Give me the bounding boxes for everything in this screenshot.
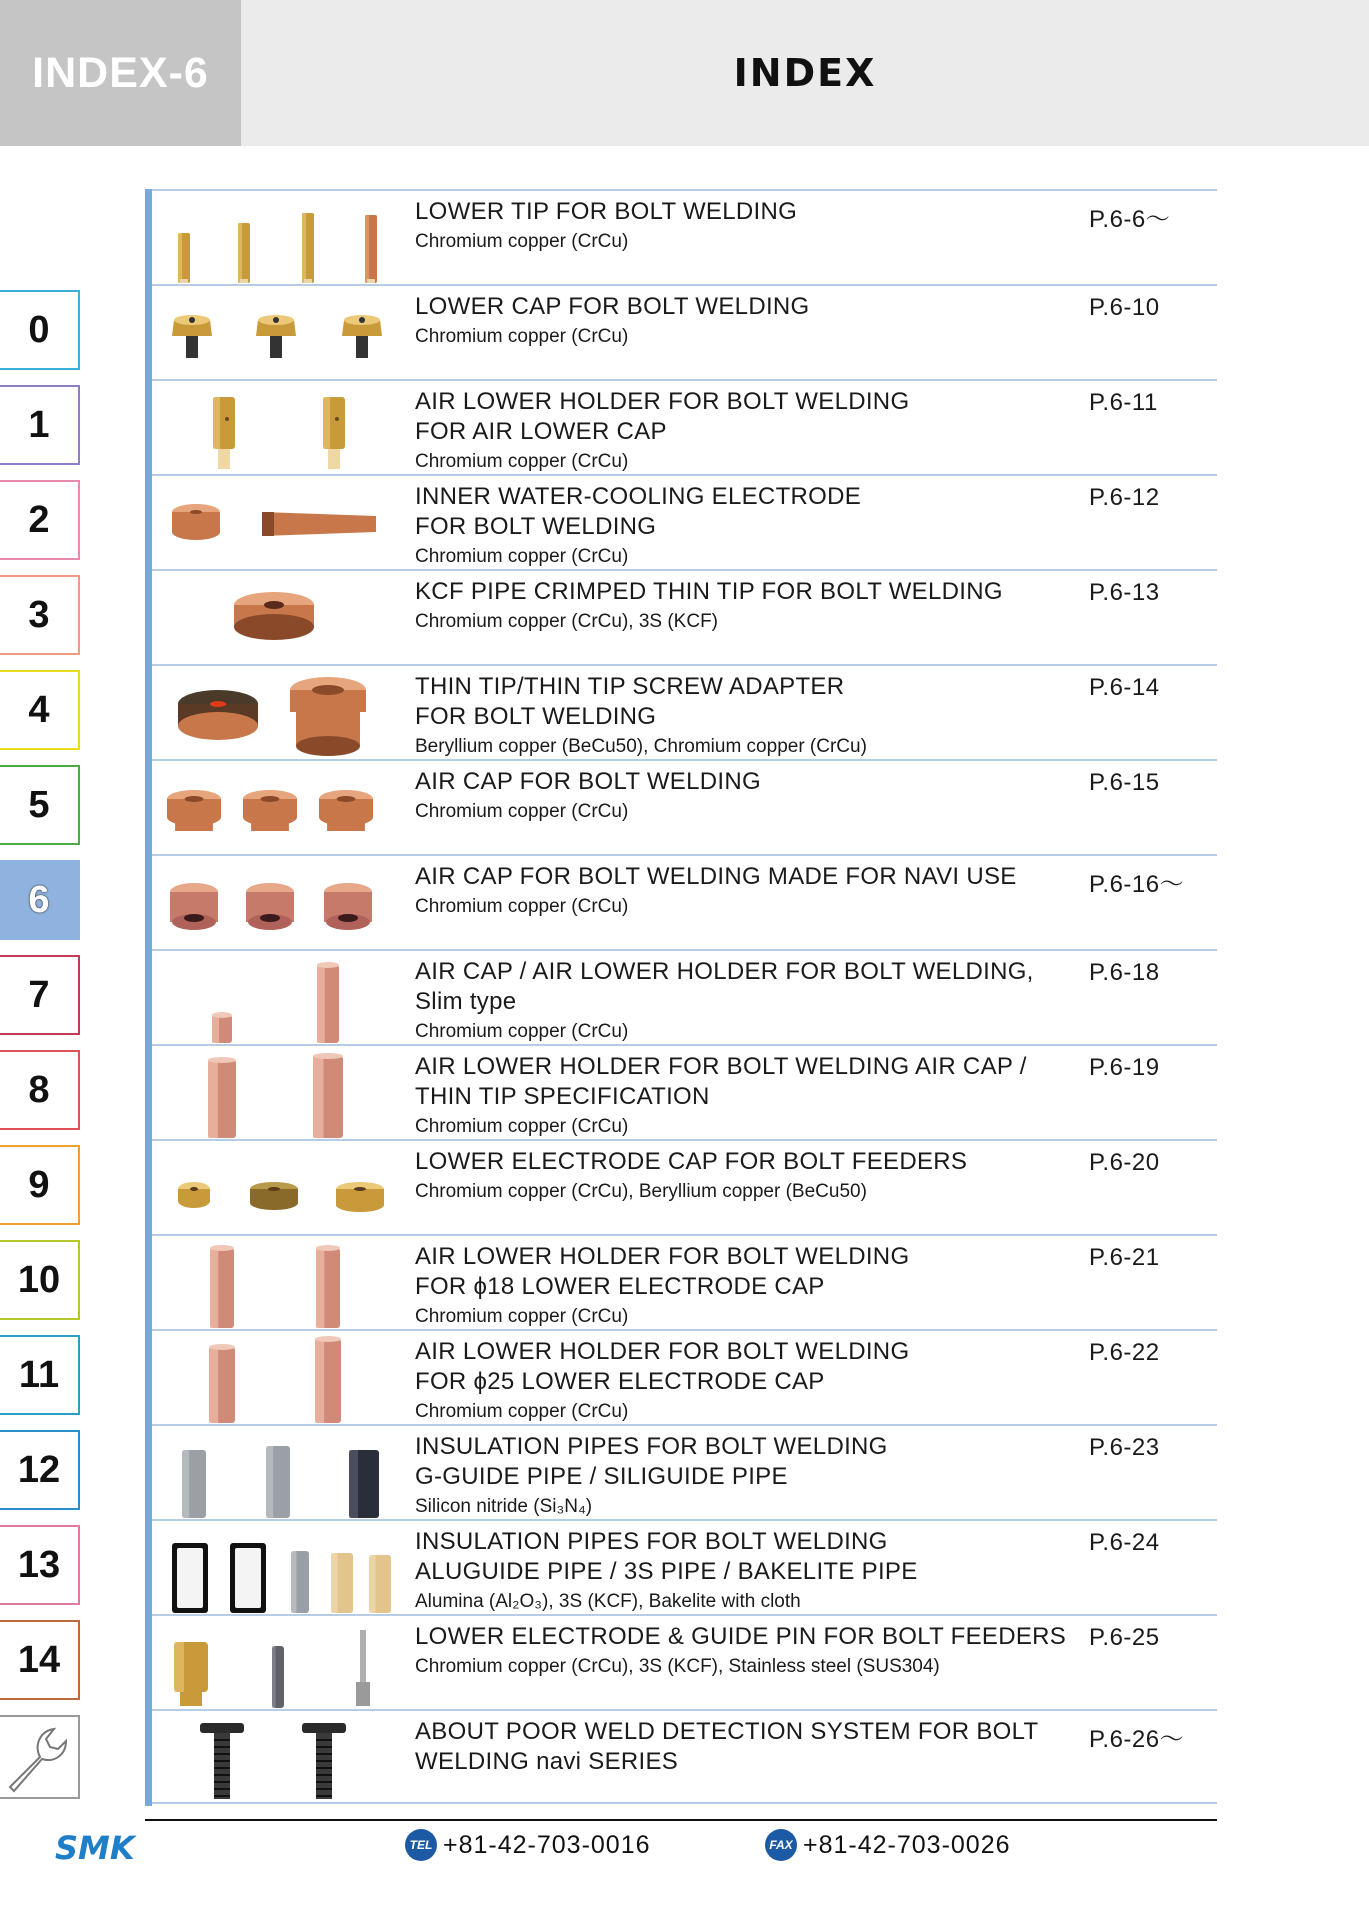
page-reference[interactable]: P.6-6〜	[1089, 206, 1171, 233]
logo-text: SMK	[55, 1830, 135, 1864]
product-thumbnails	[166, 1715, 394, 1801]
row-text	[415, 1622, 1095, 1679]
page-reference[interactable]: P.6-23	[1089, 1434, 1160, 1461]
row-title: INSULATION PIPES FOR BOLT WELDING	[415, 1433, 888, 1460]
row-title: INNER WATER-COOLING ELECTRODE	[415, 483, 862, 510]
chapter-tab-11[interactable]	[0, 1335, 80, 1415]
product-thumbnails	[166, 1525, 394, 1611]
index-row[interactable]	[152, 569, 1217, 664]
row-material: Beryllium copper (BeCu50), Chromium copper (CrCu)	[415, 736, 867, 757]
footer-divider	[145, 1819, 1217, 1821]
product-thumbnails	[166, 1620, 394, 1706]
row-text	[415, 767, 1095, 824]
row-title-line2: FOR ϕ25 LOWER ELECTRODE CAP	[415, 1368, 825, 1395]
chapter-tab-13[interactable]	[0, 1525, 80, 1605]
chapter-tab-label: 8	[28, 1068, 50, 1111]
row-title: AIR CAP FOR BOLT WELDING	[415, 768, 761, 795]
page-reference[interactable]: P.6-19	[1089, 1054, 1160, 1081]
product-thumbnails	[166, 1050, 394, 1136]
row-text	[415, 197, 1095, 254]
product-thumbnails	[166, 195, 394, 281]
index-row[interactable]	[152, 1614, 1217, 1709]
page-title: INDEX	[733, 51, 877, 95]
chapter-tab-10[interactable]	[0, 1240, 80, 1320]
index-row[interactable]	[152, 1424, 1217, 1519]
row-material: Chromium copper (CrCu), 3S (KCF), Stainless steel (SUS304)	[415, 1656, 940, 1677]
row-text	[415, 1242, 1095, 1329]
row-title: AIR LOWER HOLDER FOR BOLT WELDING	[415, 388, 910, 415]
chapter-tab-label: 9	[28, 1163, 50, 1206]
index-row[interactable]	[152, 1519, 1217, 1614]
page-reference[interactable]: P.6-10	[1089, 294, 1160, 321]
page-reference[interactable]: P.6-21	[1089, 1244, 1160, 1271]
chapter-tab-label: 6	[28, 878, 50, 921]
index-row[interactable]	[152, 189, 1217, 284]
product-image	[166, 1335, 394, 1425]
row-text	[415, 292, 1095, 349]
chapter-tab-label: 0	[28, 308, 50, 351]
row-material: Chromium copper (CrCu)	[415, 1116, 629, 1137]
row-text	[415, 862, 1095, 919]
index-row[interactable]	[152, 1709, 1217, 1804]
tel-contact	[405, 1829, 651, 1861]
product-image	[166, 290, 394, 380]
row-title: AIR LOWER HOLDER FOR BOLT WELDING	[415, 1338, 910, 1365]
page-reference[interactable]: P.6-22	[1089, 1339, 1160, 1366]
index-tab-label: INDEX-6	[0, 0, 241, 146]
row-material: Chromium copper (CrCu)	[415, 1401, 629, 1422]
product-thumbnails	[166, 290, 394, 376]
fax-number: +81-42-703-0026	[803, 1830, 1011, 1859]
index-row[interactable]	[152, 379, 1217, 474]
row-material: Chromium copper (CrCu)	[415, 896, 629, 917]
fax-icon: FAX	[765, 1829, 797, 1861]
page-reference[interactable]: P.6-25	[1089, 1624, 1160, 1651]
index-row[interactable]	[152, 1329, 1217, 1424]
row-title-line2: Slim type	[415, 988, 517, 1015]
row-title-line2: FOR AIR LOWER CAP	[415, 418, 667, 445]
company-logo	[55, 1830, 160, 1869]
row-text	[415, 672, 1095, 759]
row-material: Chromium copper (CrCu), 3S (KCF)	[415, 611, 718, 632]
row-material: Chromium copper (CrCu)	[415, 1021, 629, 1042]
product-image	[166, 1430, 394, 1520]
product-image	[166, 765, 394, 855]
product-image	[166, 1715, 394, 1805]
row-title: LOWER ELECTRODE & GUIDE PIN FOR BOLT FEEDERS	[415, 1623, 1067, 1650]
product-thumbnails	[166, 480, 394, 566]
product-image	[166, 860, 394, 950]
product-thumbnails	[166, 1240, 394, 1326]
row-material: Chromium copper (CrCu)	[415, 231, 629, 252]
product-image	[166, 1240, 394, 1330]
page-reference[interactable]: P.6-24	[1089, 1529, 1160, 1556]
product-thumbnails	[166, 670, 394, 756]
chapter-tab-0[interactable]	[0, 290, 80, 370]
row-title: INSULATION PIPES FOR BOLT WELDING	[415, 1528, 888, 1555]
row-text	[415, 957, 1095, 1044]
row-title: LOWER ELECTRODE CAP FOR BOLT FEEDERS	[415, 1148, 968, 1175]
row-text	[415, 1432, 1095, 1519]
row-text	[415, 577, 1095, 634]
chapter-tab-6[interactable]	[0, 860, 80, 940]
index-table	[145, 189, 1217, 1806]
index-row[interactable]	[152, 1139, 1217, 1234]
page-reference[interactable]: P.6-20	[1089, 1149, 1160, 1176]
chapter-tab-label: 4	[28, 688, 50, 731]
index-row[interactable]	[152, 854, 1217, 949]
chapter-tab-7[interactable]	[0, 955, 80, 1035]
index-row[interactable]	[152, 284, 1217, 379]
product-thumbnails	[166, 1145, 394, 1231]
row-text	[415, 1052, 1095, 1139]
product-image	[166, 1620, 394, 1710]
chapter-tab-8[interactable]	[0, 1050, 80, 1130]
product-image	[166, 955, 394, 1045]
row-title-line2: ALUGUIDE PIPE / 3S PIPE / BAKELITE PIPE	[415, 1558, 918, 1585]
chapter-tab-label: 3	[28, 593, 50, 636]
row-material: Alumina (Al₂O₃), 3S (KCF), Bakelite with cloth	[415, 1591, 801, 1612]
row-title-line2: FOR BOLT WELDING	[415, 703, 657, 730]
chapter-tab-1[interactable]	[0, 385, 80, 465]
product-thumbnails	[166, 575, 394, 661]
row-material: Chromium copper (CrCu), Beryllium copper (BeCu50)	[415, 1181, 867, 1202]
page-reference[interactable]: P.6-15	[1089, 769, 1160, 796]
chapter-tab-label: 1	[28, 403, 50, 446]
row-title-line2: G-GUIDE PIPE / SILIGUIDE PIPE	[415, 1463, 788, 1490]
row-title: KCF PIPE CRIMPED THIN TIP FOR BOLT WELDING	[415, 578, 1003, 605]
product-thumbnails	[166, 1430, 394, 1516]
chapter-tab-label: 12	[17, 1448, 61, 1491]
row-title: AIR CAP FOR BOLT WELDING MADE FOR NAVI USE	[415, 863, 1017, 890]
row-text	[415, 1147, 1095, 1204]
page-reference[interactable]: P.6-18	[1089, 959, 1160, 986]
fax-contact	[765, 1829, 1011, 1861]
row-material: Chromium copper (CrCu)	[415, 326, 629, 347]
page-reference[interactable]: P.6-11	[1089, 389, 1158, 416]
page-reference[interactable]: P.6-12	[1089, 484, 1160, 511]
chapter-tab-3[interactable]	[0, 575, 80, 655]
index-row[interactable]	[152, 474, 1217, 569]
chapter-tab-5[interactable]	[0, 765, 80, 845]
row-title: ABOUT POOR WELD DETECTION SYSTEM FOR BOLT	[415, 1718, 1039, 1745]
chapter-tab-9[interactable]	[0, 1145, 80, 1225]
row-title: LOWER CAP FOR BOLT WELDING	[415, 293, 810, 320]
chapter-tab-label: 13	[17, 1543, 61, 1586]
tel-icon: TEL	[405, 1829, 437, 1861]
chapter-tab-label: 2	[28, 498, 50, 541]
product-image	[166, 575, 394, 665]
product-image	[166, 385, 394, 475]
product-thumbnails	[166, 955, 394, 1041]
row-title-line2: FOR BOLT WELDING	[415, 513, 657, 540]
index-row[interactable]	[152, 1234, 1217, 1329]
row-text	[415, 482, 1095, 569]
row-title: AIR LOWER HOLDER FOR BOLT WELDING AIR CAP /	[415, 1053, 1027, 1080]
tel-number: +81-42-703-0016	[443, 1830, 651, 1859]
index-row[interactable]	[152, 1044, 1217, 1139]
chapter-tab-12[interactable]	[0, 1430, 80, 1510]
product-image	[166, 480, 394, 570]
row-title-line2: WELDING navi SERIES	[415, 1748, 679, 1775]
index-row[interactable]	[152, 664, 1217, 759]
row-material: Silicon nitride (Si₃N₄)	[415, 1496, 593, 1517]
row-material: Chromium copper (CrCu)	[415, 451, 629, 472]
page-reference[interactable]: P.6-26〜	[1089, 1726, 1185, 1753]
chapter-tab-label: 5	[28, 783, 50, 826]
product-image	[166, 670, 394, 760]
row-text	[415, 1527, 1095, 1614]
chapter-tab-label: 10	[17, 1258, 61, 1301]
product-thumbnails	[166, 1335, 394, 1421]
product-thumbnails	[166, 385, 394, 471]
wrench-icon[interactable]	[0, 1715, 80, 1799]
row-text	[415, 1337, 1095, 1424]
row-title: AIR LOWER HOLDER FOR BOLT WELDING	[415, 1243, 910, 1270]
row-text	[415, 1717, 1095, 1777]
row-title-line2: THIN TIP SPECIFICATION	[415, 1083, 710, 1110]
chapter-tab-label: 11	[18, 1353, 60, 1396]
row-text	[415, 387, 1095, 474]
product-image	[166, 1145, 394, 1235]
product-image	[166, 195, 394, 285]
page-reference[interactable]: P.6-14	[1089, 674, 1160, 701]
row-title: LOWER TIP FOR BOLT WELDING	[415, 198, 798, 225]
page-header	[0, 0, 1369, 146]
table-accent-bar	[145, 189, 152, 1806]
chapter-tab-14[interactable]	[0, 1620, 80, 1700]
product-image	[166, 1525, 394, 1615]
chapter-tab-label: 14	[17, 1638, 61, 1681]
index-row[interactable]	[152, 949, 1217, 1044]
chapter-tab-2[interactable]	[0, 480, 80, 560]
chapter-tab-label: 7	[28, 973, 50, 1016]
product-image	[166, 1050, 394, 1140]
row-title-line2: FOR ϕ18 LOWER ELECTRODE CAP	[415, 1273, 825, 1300]
index-row[interactable]	[152, 759, 1217, 854]
product-thumbnails	[166, 860, 394, 946]
row-material: Chromium copper (CrCu)	[415, 1306, 629, 1327]
row-material: Chromium copper (CrCu)	[415, 546, 629, 567]
chapter-tab-4[interactable]	[0, 670, 80, 750]
row-material: Chromium copper (CrCu)	[415, 801, 629, 822]
product-thumbnails	[166, 765, 394, 851]
page-reference[interactable]: P.6-16〜	[1089, 871, 1185, 898]
page-reference[interactable]: P.6-13	[1089, 579, 1160, 606]
row-title: THIN TIP/THIN TIP SCREW ADAPTER	[415, 673, 845, 700]
row-title: AIR CAP / AIR LOWER HOLDER FOR BOLT WELDING,	[415, 958, 1034, 985]
